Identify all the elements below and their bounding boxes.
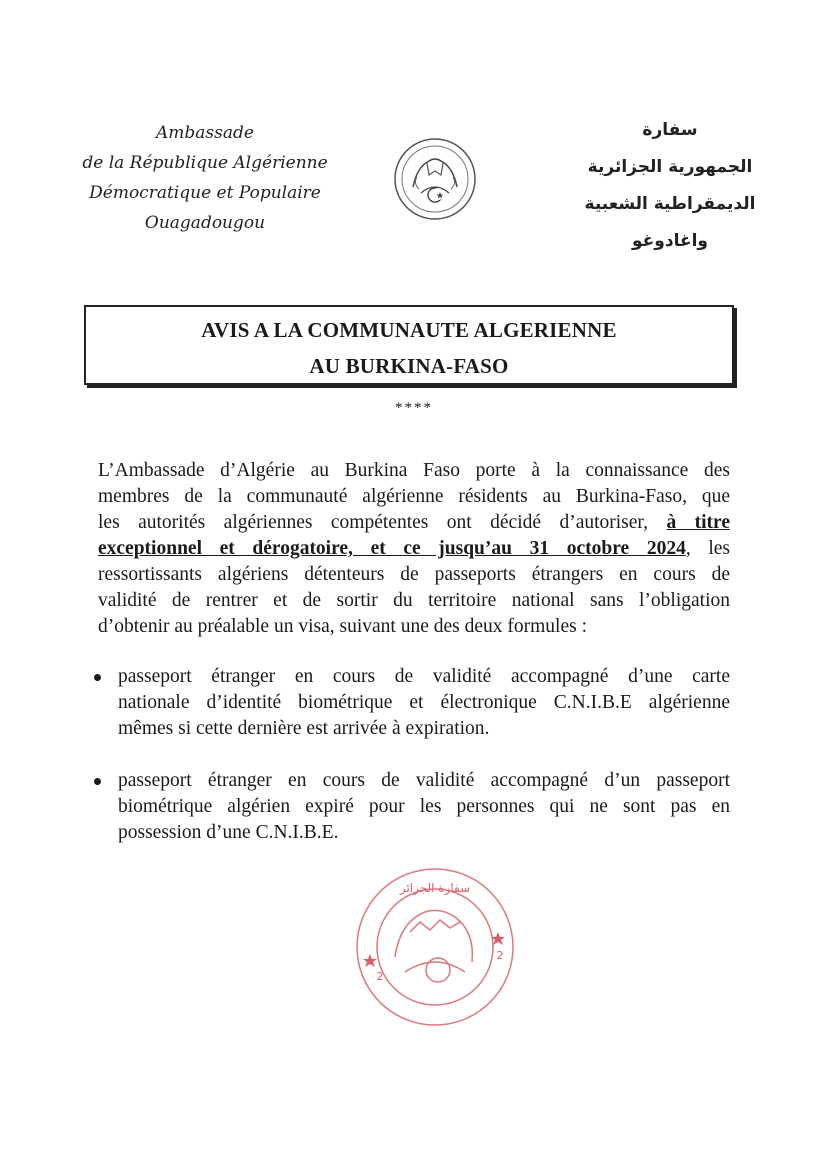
header-fr-line: Ambassade [156, 123, 254, 143]
header-fr-line: Ouagadougou [144, 213, 266, 233]
embassy-header-arabic [560, 112, 780, 260]
stamp-text: سفارة الجزائر [399, 881, 471, 895]
bullet-icon [94, 674, 101, 681]
body-line-part: les autorités algériennes compétentes ont décidé d’autoriser, [98, 512, 649, 533]
embassy-stamp [350, 862, 520, 1032]
stamp-number: 2 [496, 949, 504, 962]
stamp-number: 2 [376, 970, 384, 983]
header-ar-line: واغادوغو [632, 231, 708, 251]
bullet-line: biométrique algérien expiré pour les personnes qui ne sont pas en [118, 796, 730, 817]
header-fr-line: Démocratique et Populaire [89, 183, 321, 203]
body-line: L’Ambassade d’Algérie au Burkina Faso porte à la connaissance des [98, 460, 730, 481]
notice-title-line2: AU BURKINA-FASO [309, 354, 509, 378]
star-icon [363, 954, 377, 967]
bullet-line: passeport étranger en cours de validité accompagné d’une carte [118, 666, 730, 687]
body-line [98, 510, 730, 536]
bullet-line: possession d’une C.N.I.B.E. [118, 822, 339, 843]
notice-body-paragraph [98, 458, 730, 640]
separator: **** [395, 400, 433, 416]
body-line [98, 536, 730, 562]
notice-title-box [84, 305, 734, 385]
header-ar-line: سفارة [642, 120, 698, 140]
exception-emphasis: à titre [666, 512, 730, 533]
body-line: membres de la communauté algérienne résidents au Burkina-Faso, que [98, 486, 730, 507]
embassy-header-french [70, 118, 340, 238]
body-line: ressortissants algériens détenteurs de passeports étrangers en cours de [98, 564, 730, 585]
bullet-icon [94, 778, 101, 785]
body-line: d’obtenir au préalable un visa, suivant une des deux formules : [98, 616, 587, 637]
bullet-line: mêmes si cette dernière est arrivée à expiration. [118, 718, 490, 739]
bullet-line: passeport étranger en cours de validité accompagné d’un passeport [118, 770, 730, 791]
deadline-emphasis: exceptionnel et dérogatoire, et ce jusqu’au 31 octobre 2024 [98, 538, 686, 559]
header-ar-line: الديمقراطية الشعبية [584, 194, 756, 214]
header-ar-line: الجمهورية الجزائرية [587, 157, 753, 177]
header-fr-line: de la République Algérienne [82, 153, 328, 173]
notice-title-line1: AVIS A LA COMMUNAUTE ALGERIENNE [201, 318, 617, 342]
bullet-line: nationale d’identité biométrique et électronique C.N.I.B.E algérienne [118, 692, 730, 713]
body-line: validité de rentrer et de sortir du territoire national sans l’obligation [98, 590, 730, 611]
algeria-coat-of-arms-icon [393, 137, 477, 221]
body-line-part: , les [685, 538, 730, 559]
